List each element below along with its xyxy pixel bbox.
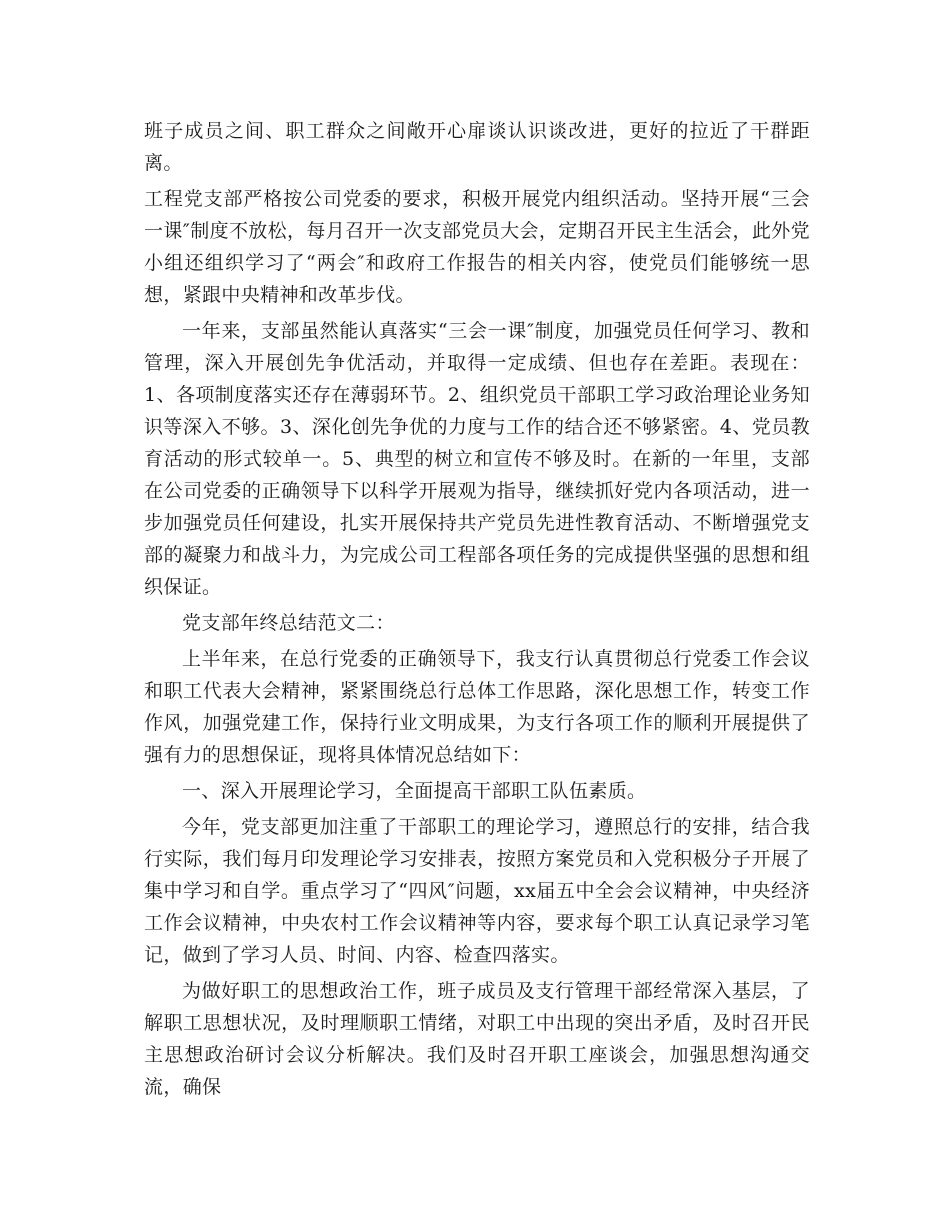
- paragraph-8: 为做好职工的思想政治工作，班子成员及支行管理干部经常深入基层，了解职工思想状况，及时理顺职工情绪，对职工中出现的突出矛盾，及时召开民主思想政治研讨会议分析解决。我们及时召开职工座谈会，加强思想沟通交流，确保: [144, 980, 810, 1098]
- paragraph-2: 工程党支部严格按公司党委的要求，积极开展党内组织活动。坚持开展“三会一课″制度不放松，每月召开一次支部党员大会，定期召开民主生活会，此外党小组还组织学习了“两会″和政府工作报告的相关内容，使党员们能够统一思想，紧跟中央精神和改革步伐。: [144, 188, 810, 306]
- paragraph-3: 一年来，支部虽然能认真落实“三会一课″制度，加强党员任何学习、教和管理，深入开展创先争优活动，并取得一定成绩、但也存在差距。表现在：1、各项制度落实还存在薄弱环节。2、组织党员干部职工学习政治理论业务知识等深入不够。3、深化创先争优的力度与工作的结合还不够紧密。4、党员教育活动的形式较单一。5、典型的树立和宣传不够及时。在新的一年里，支部在公司党委的正确领导下以科学开展观为指导，继续抓好党内各项活动，进一步加强党员任何建设，扎实开展保持共产党员先进性教育活动、不断增强党支部的凝聚力和战斗力，为完成公司工程部各项任务的完成提供坚强的思想和组织保证。: [144, 320, 810, 598]
- paragraph-5: 上半年来，在总行党委的正确领导下，我支行认真贯彻总行党委工作会议和职工代表大会精神，紧紧围绕总行总体工作思路，深化思想工作，转变工作作风，加强党建工作，保持行业文明成果，为支行各项工作的顺利开展提供了强有力的思想保证，现将具体情况总结如下：: [144, 648, 810, 766]
- document-page: [144, 115, 810, 1107]
- paragraph-1: 班子成员之间、职工群众之间敞开心扉谈认识谈改进，更好的拉近了干群距离。: [144, 120, 810, 174]
- paragraph-7: 今年，党支部更加注重了干部职工的理论学习，遵照总行的安排，结合我行实际，我们每月印发理论学习安排表，按照方案党员和入党积极分子开展了集中学习和自学。重点学习了“四风″问题，xx届五中全会会议精神，中央经济工作会议精神，中央农村工作会议精神等内容，要求每个职工认真记录学习笔记，做到了学习人员、时间、内容、检查四落实。: [144, 816, 810, 966]
- section-heading-2: 党支部年终总结范文二：: [182, 612, 395, 634]
- subheading-1: 一、深入开展理论学习，全面提高干部职工队伍素质。: [182, 780, 647, 802]
